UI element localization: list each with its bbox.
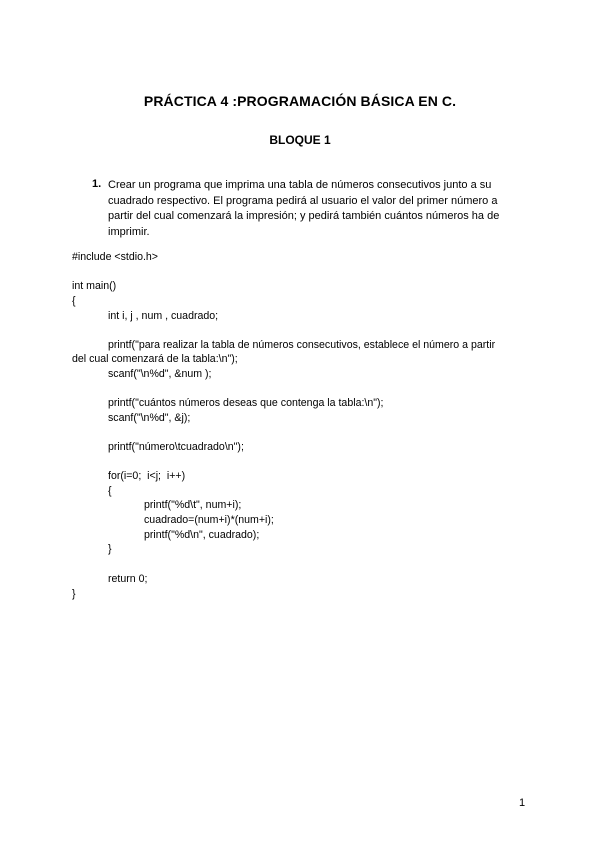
document-title: PRÁCTICA 4 :PROGRAMACIÓN BÁSICA EN C. <box>143 93 457 109</box>
code-line: printf("%d\t", num+i); <box>144 499 242 511</box>
code-line: del cual comenzará de la tabla:\n"); <box>72 353 238 365</box>
code-line: int i, j , num , cuadrado; <box>108 310 219 322</box>
code-line: #include <stdio.h> <box>72 251 158 263</box>
code-line: cuadrado=(num+i)*(num+i); <box>144 514 274 526</box>
section-subtitle: BLOQUE 1 <box>269 133 331 147</box>
code-line: { <box>72 295 76 307</box>
page-number: 1 <box>519 797 526 809</box>
code-line: for(i=0; i<j; i++) <box>108 470 186 482</box>
code-line: scanf("\n%d", &j); <box>108 412 191 424</box>
exercise-statement: Crear un programa que imprima una tabla de números consecutivos junto a su cuadrado respectivo. El programa pedirá al usuario el valor del primer número a partir del cual comenzará la impresión; y pedirá también cuántos números ha de imprimir. <box>108 179 500 238</box>
code-line: printf("para realizar la tabla de números consecutivos, establece el número a partir <box>108 339 496 351</box>
code-line: printf("número\tcuadrado\n"); <box>108 441 244 453</box>
code-line: scanf("\n%d", &num ); <box>108 368 212 380</box>
code-line: } <box>108 543 112 555</box>
code-line: return 0; <box>108 573 148 585</box>
exercise-number: 1. <box>92 178 102 190</box>
code-line: printf("cuántos números deseas que contenga la tabla:\n"); <box>108 397 384 409</box>
code-line: int main() <box>72 280 117 292</box>
code-line: printf("%d\n", cuadrado); <box>144 529 260 541</box>
code-line: } <box>72 588 76 600</box>
code-line: { <box>108 485 112 497</box>
